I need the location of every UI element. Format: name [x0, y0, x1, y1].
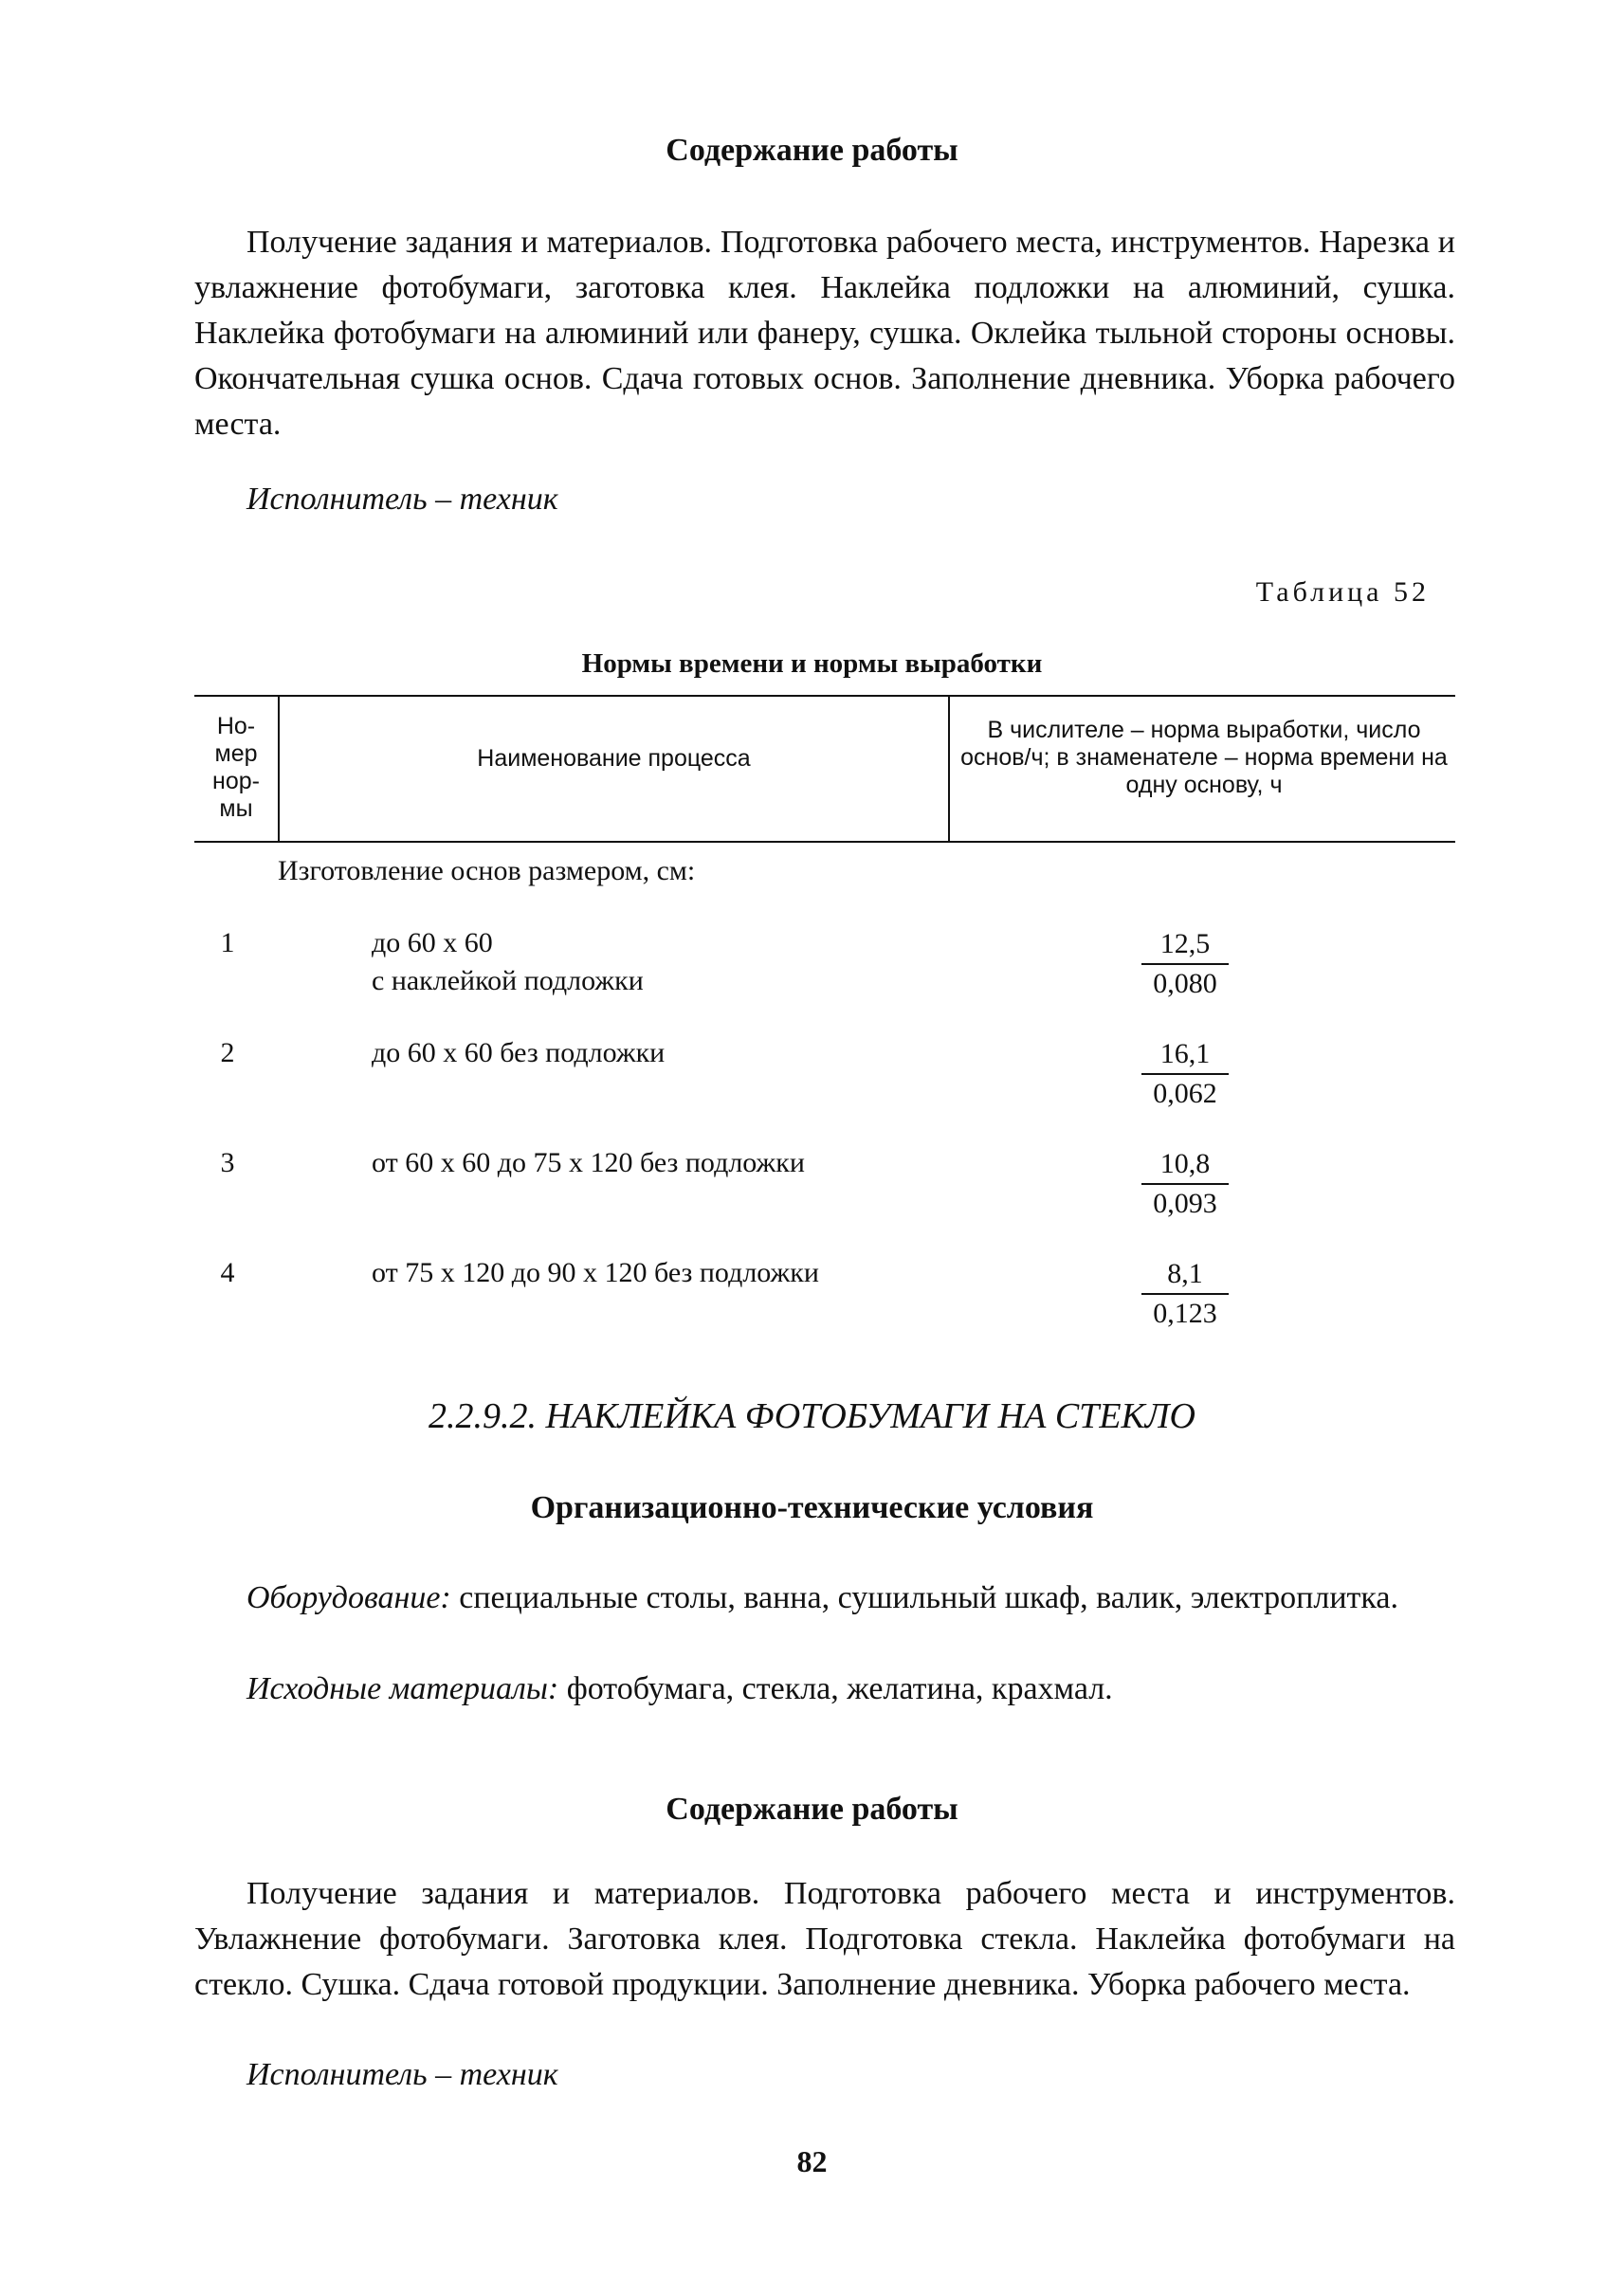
table-top-rule	[194, 695, 1455, 697]
materials-text: фотобумага, стекла, желатина, крахмал.	[558, 1671, 1113, 1706]
materials-paragraph	[194, 1667, 1455, 1712]
performer-line: Исполнитель – техник	[246, 2057, 558, 2092]
table-col-divider-2	[948, 697, 950, 841]
row-process-name: от 75 х 120 до 90 х 120 без подложки	[372, 1257, 819, 1288]
equipment-text: специальные столы, ванна, сушильный шкаф, валик, электроплитка.	[450, 1580, 1398, 1615]
equipment-label: Оборудование:	[246, 1580, 451, 1615]
norm-denominator: 0,080	[1153, 968, 1217, 999]
work-content-paragraph: Получение задания и материалов. Подготовка рабочего места и инструментов. Увлажнение фотобумаги. Заготовка клея. Подготовка стекла. Наклейка фотобумаги на стекло. Сушка. Сдача готовой продукции. Заполнение дневника. Уборка рабочего места.	[194, 1876, 1455, 2002]
materials-label: Исходные материалы:	[246, 1671, 559, 1706]
norm-denominator: 0,093	[1153, 1188, 1217, 1219]
section-heading-work-content: Содержание работы	[666, 133, 958, 168]
row-norm-fraction	[1119, 927, 1251, 1001]
table-header-rule	[194, 841, 1455, 843]
row-number: 3	[220, 1147, 235, 1178]
table-group-label: Изготовление основ размером, см:	[278, 855, 696, 886]
norm-denominator: 0,123	[1153, 1298, 1217, 1329]
header-process-name: Наименование процесса	[477, 745, 751, 772]
table-label: Таблица 52	[1255, 576, 1430, 608]
row-number: 2	[220, 1037, 235, 1068]
row-number: 1	[220, 927, 235, 958]
header-norm-values: В числителе – норма выработки, число основ/ч; в знаменателе – норма времени на одну основу, ч	[960, 717, 1448, 798]
row-number: 4	[220, 1257, 235, 1288]
row-norm-fraction	[1119, 1257, 1251, 1331]
section-title: 2.2.9.2. НАКЛЕЙКА ФОТОБУМАГИ НА СТЕКЛО	[429, 1396, 1195, 1436]
performer-line: Исполнитель – техник	[246, 482, 558, 517]
row-process-name-cont: с наклейкой подложки	[372, 965, 644, 996]
equipment-paragraph	[194, 1576, 1455, 1621]
norm-numerator: 16,1	[1141, 1037, 1229, 1075]
row-norm-fraction	[1119, 1037, 1251, 1111]
norm-denominator: 0,062	[1153, 1078, 1217, 1109]
page-number: 82	[796, 2144, 828, 2178]
row-process-name: до 60 х 60	[372, 927, 493, 958]
subheading-conditions: Организационно-технические условия	[530, 1490, 1094, 1525]
norm-numerator: 10,8	[1141, 1147, 1229, 1185]
row-process-name: до 60 х 60 без подложки	[372, 1037, 666, 1068]
work-content-paragraph: Получение задания и материалов. Подготовка рабочего места, инструментов. Нарезка и увлажнение фотобумаги, заготовка клея. Наклейка подложки на алюминий, сушка. Наклейка фотобумаги на алюминий или фанеру, сушка. Оклейка тыльной стороны основы. Окончательная сушка основ. Сдача готовых основ. Заполнение дневника. Уборка рабочего места.	[194, 225, 1455, 442]
norm-numerator: 12,5	[1141, 927, 1229, 965]
header-norm-number: Но- мер нор- мы	[212, 713, 260, 822]
row-process-name: от 60 х 60 до 75 х 120 без подложки	[372, 1147, 805, 1178]
norm-numerator: 8,1	[1141, 1257, 1229, 1295]
table-title: Нормы времени и нормы выработки	[581, 648, 1043, 679]
row-norm-fraction	[1119, 1147, 1251, 1221]
section-heading-work-content: Содержание работы	[666, 1792, 958, 1827]
